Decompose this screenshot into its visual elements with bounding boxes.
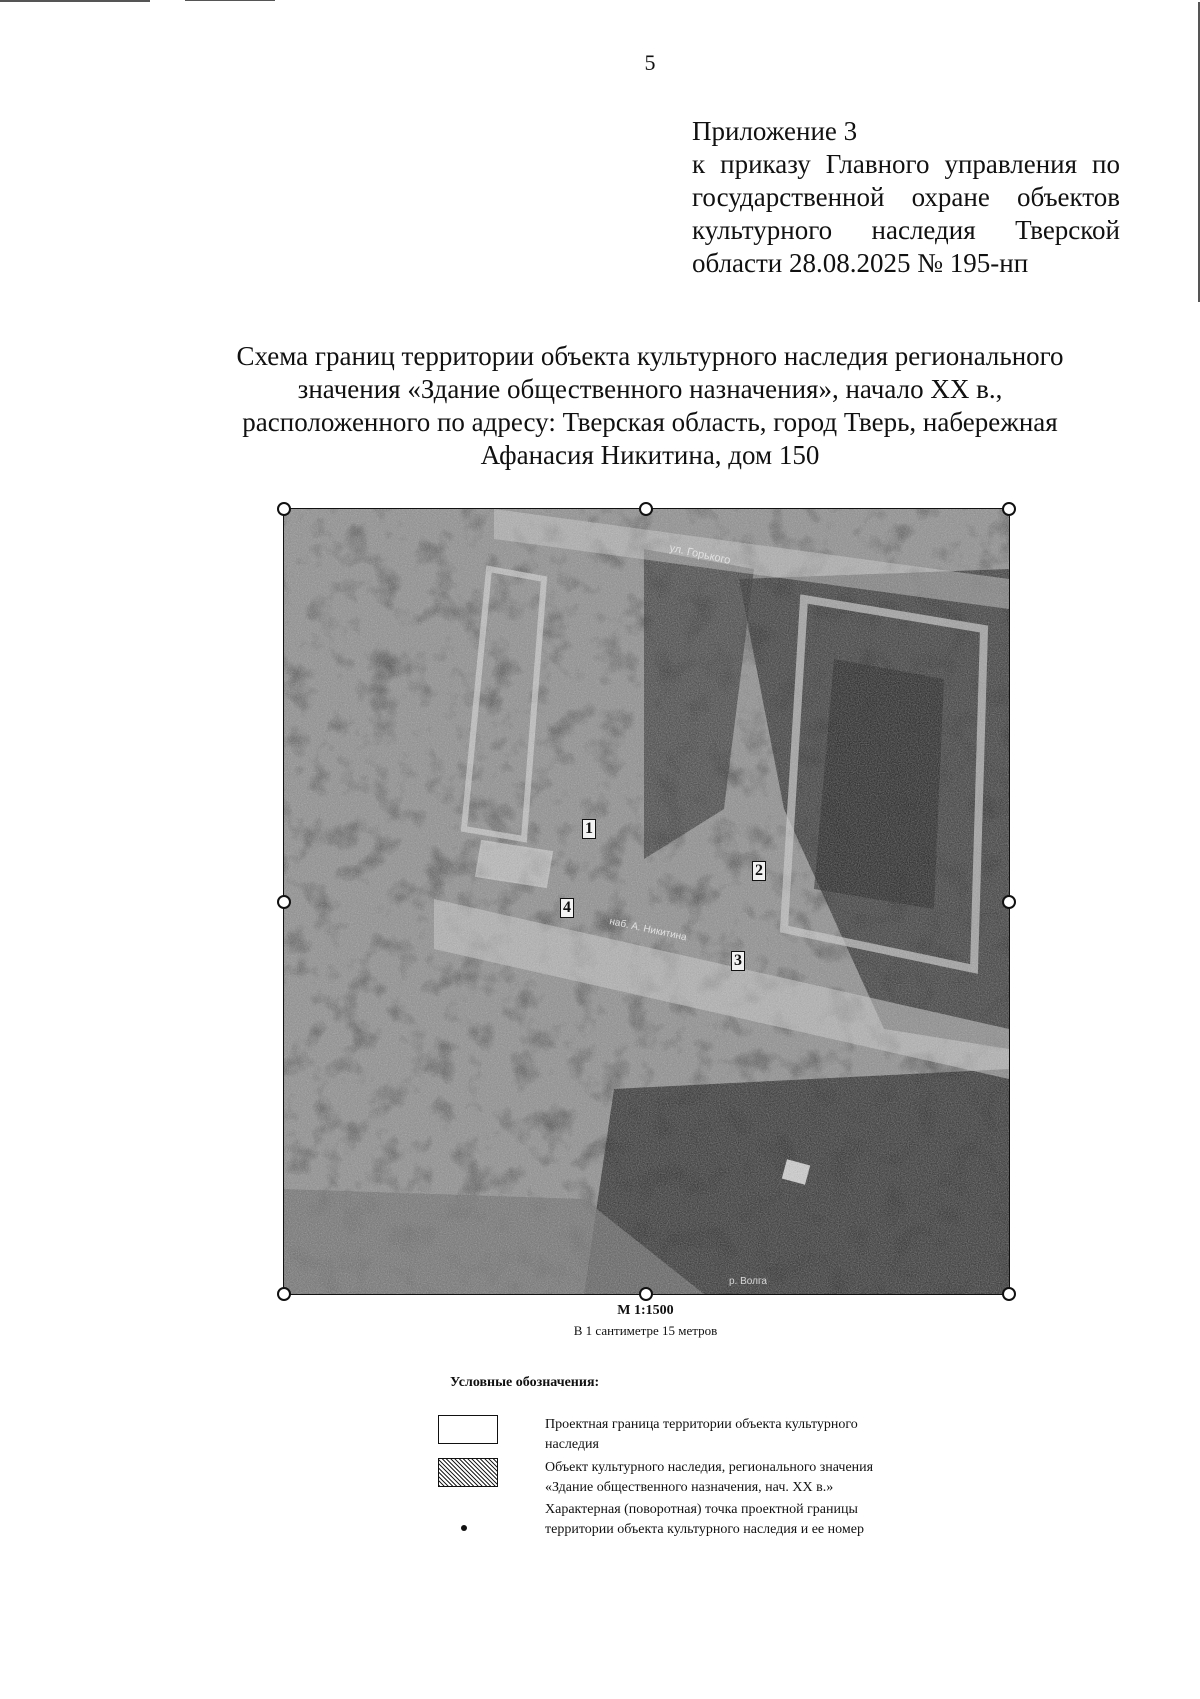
legend-item-line: Характерная (поворотная) точка проектной границы — [545, 1502, 858, 1517]
legend-item-line: «Здание общественного назначения, нач. XX в.» — [545, 1480, 834, 1495]
title-line: расположенного по адресу: Тверская область, город Тверь, набережная — [242, 407, 1058, 437]
resize-handle-right[interactable] — [1002, 895, 1016, 909]
resize-handle-left[interactable] — [277, 895, 291, 909]
scan-edge-mark — [0, 0, 150, 2]
boundary-point-1[interactable]: 1 — [582, 819, 596, 839]
legend-item-line: Проектная граница территории объекта культурного — [545, 1417, 858, 1432]
legend-symbol-boundary — [438, 1415, 498, 1444]
legend-item-boundary — [545, 1415, 985, 1455]
appendix-header — [692, 115, 1120, 280]
legend-item-heritage-object — [545, 1458, 985, 1498]
scan-edge-mark — [185, 0, 275, 1]
resize-handle-top-right[interactable] — [1002, 502, 1016, 516]
appendix-line: государственной охране объектов — [692, 182, 1120, 212]
legend-item-line: Объект культурного наследия, регионального значения — [545, 1460, 874, 1475]
legend-symbol-point — [461, 1525, 467, 1531]
appendix-line: культурного наследия Тверской — [692, 215, 1120, 245]
resize-handle-top-left[interactable] — [277, 502, 291, 516]
grain-overlay — [284, 509, 1009, 1294]
boundary-point-4[interactable]: 4 — [560, 898, 574, 918]
legend-symbol-heritage-object — [438, 1458, 498, 1487]
legend-item-line: наследия — [545, 1437, 599, 1452]
aerial-map[interactable] — [283, 508, 1010, 1295]
title-line: Афанасия Никитина, дом 150 — [480, 440, 820, 470]
legend-item-point — [545, 1500, 985, 1540]
resize-handle-bottom-left[interactable] — [277, 1287, 291, 1301]
appendix-line: Приложение 3 — [692, 116, 858, 146]
title-line: Схема границ территории объекта культурного наследия регионального — [236, 341, 1064, 371]
resize-handle-bottom-right[interactable] — [1002, 1287, 1016, 1301]
page-number: 5 — [644, 50, 656, 75]
appendix-line: области 28.08.2025 № 195-нп — [692, 248, 1029, 278]
legend-title: Условные обозначения: — [450, 1375, 600, 1390]
aerial-image — [284, 509, 1009, 1294]
scale-description: В 1 сантиметре 15 метров — [573, 1323, 718, 1338]
boundary-point-3[interactable]: 3 — [731, 951, 745, 971]
title-line: значения «Здание общественного назначения», начало XX в., — [297, 374, 1003, 404]
scale-ratio: М 1:1500 — [617, 1303, 674, 1318]
document-title — [170, 340, 1130, 472]
appendix-line: к приказу Главного управления по — [692, 149, 1120, 179]
resize-handle-bottom[interactable] — [639, 1287, 653, 1301]
legend-item-line: территории объекта культурного наследия и ее номер — [545, 1522, 864, 1537]
resize-handle-top[interactable] — [639, 502, 653, 516]
boundary-point-2[interactable]: 2 — [752, 861, 766, 881]
